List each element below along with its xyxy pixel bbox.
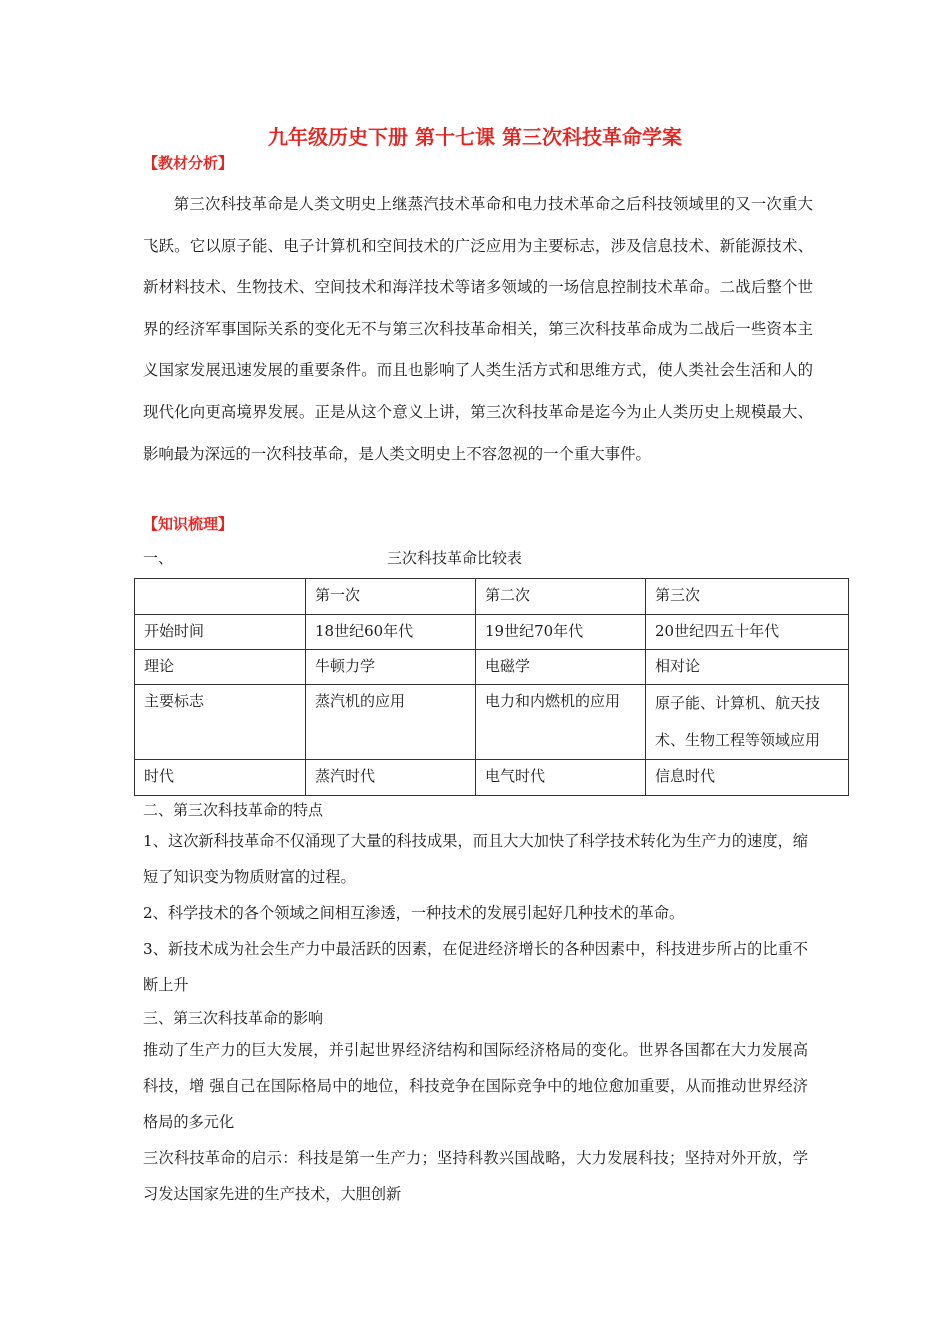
table-cell: 19世纪70年代 <box>476 615 646 650</box>
feature-item-2: 2、科学技术的各个领域之间相互渗透，一种技术的发展引起好几种技术的革命。 <box>143 904 685 922</box>
table-cell: 开始时间 <box>135 615 306 650</box>
table-cell: 主要标志 <box>135 685 306 760</box>
table-cell: 原子能、计算机、航天技术、生物工程等领域应用 <box>646 685 849 760</box>
table-header-row <box>135 579 849 615</box>
comparison-table <box>134 578 849 796</box>
table-header-cell <box>135 579 306 615</box>
section2-heading: 二、第三次科技革命的特点 <box>143 801 324 819</box>
table-cell: 时代 <box>135 760 306 796</box>
table-header-cell: 第三次 <box>646 579 849 615</box>
feature-item-1: 1、这次新科技革命不仅涌现了大量的科技成果，而且大大加快了科学技术转化为生产力的速度，缩短了知识变为物质财富的过程。 <box>143 832 808 886</box>
table-header-cell: 第二次 <box>476 579 646 615</box>
table-row <box>135 685 849 760</box>
table-cell: 相对论 <box>646 650 849 685</box>
table-header-cell: 第一次 <box>306 579 476 615</box>
table-row <box>135 650 849 685</box>
section1-number: 一、 <box>143 549 174 567</box>
table-cell: 电力和内燃机的应用 <box>476 685 646 760</box>
analysis-paragraph: 第三次科技革命是人类文明史上继蒸汽技术革命和电力技术革命之后科技领域里的又一次重大飞跃。它以原子能、电子计算机和空间技术的广泛应用为主要标志，涉及信息技术、新能源技术、新材料技术、生物技术、空间技术和海洋技术等诸多领域的一场信息控制技术革命。二战后整个世界的经济军事国际关系的变化无不与第三次科技革命相关，第三次科技革命成为二战后一些资本主义国家发展迅速发展的重要条件。而且也影响了人类生活方式和思维方式，使人类社会生活和人的现代化向更高境界发展。正是从这个意义上讲，第三次科技革命是迄今为止人类历史上规模最大、影响最为深远的一次科技革命，是人类文明史上不容忽视的一个重大事件。 <box>143 195 813 463</box>
table-row <box>135 615 849 650</box>
table-row <box>135 760 849 796</box>
analysis-heading: 【教材分析】 <box>143 154 234 172</box>
table-cell: 信息时代 <box>646 760 849 796</box>
table-cell: 理论 <box>135 650 306 685</box>
knowledge-heading: 【知识梳理】 <box>143 515 234 533</box>
table-caption: 三次科技革命比较表 <box>387 549 523 567</box>
table-cell: 电磁学 <box>476 650 646 685</box>
feature-item-3: 3、新技术成为社会生产力中最活跃的因素，在促进经济增长的各种因素中，科技进步所占的比重不断上升 <box>143 940 808 994</box>
table-cell: 蒸汽机的应用 <box>306 685 476 760</box>
table-cell: 电气时代 <box>476 760 646 796</box>
table-cell: 蒸汽时代 <box>306 760 476 796</box>
table-cell: 20世纪四五十年代 <box>646 615 849 650</box>
page-title: 九年级历史下册 第十七课 第三次科技革命学案 <box>268 125 682 149</box>
impact-paragraph: 推动了生产力的巨大发展，并引起世界经济结构和国际经济格局的变化。世界各国都在大力发展高科技，增 强自己在国际格局中的地位，科技竞争在国际竞争中的地位愈加重要，从而推动世界经济格局的多元化 <box>143 1041 808 1131</box>
table-cell: 18世纪60年代 <box>306 615 476 650</box>
table-cell: 牛顿力学 <box>306 650 476 685</box>
insight-paragraph: 三次科技革命的启示：科技是第一生产力；坚持科教兴国战略，大力发展科技；坚持对外开放，学习发达国家先进的生产技术，大胆创新 <box>143 1149 808 1203</box>
section3-heading: 三、第三次科技革命的影响 <box>143 1009 324 1027</box>
